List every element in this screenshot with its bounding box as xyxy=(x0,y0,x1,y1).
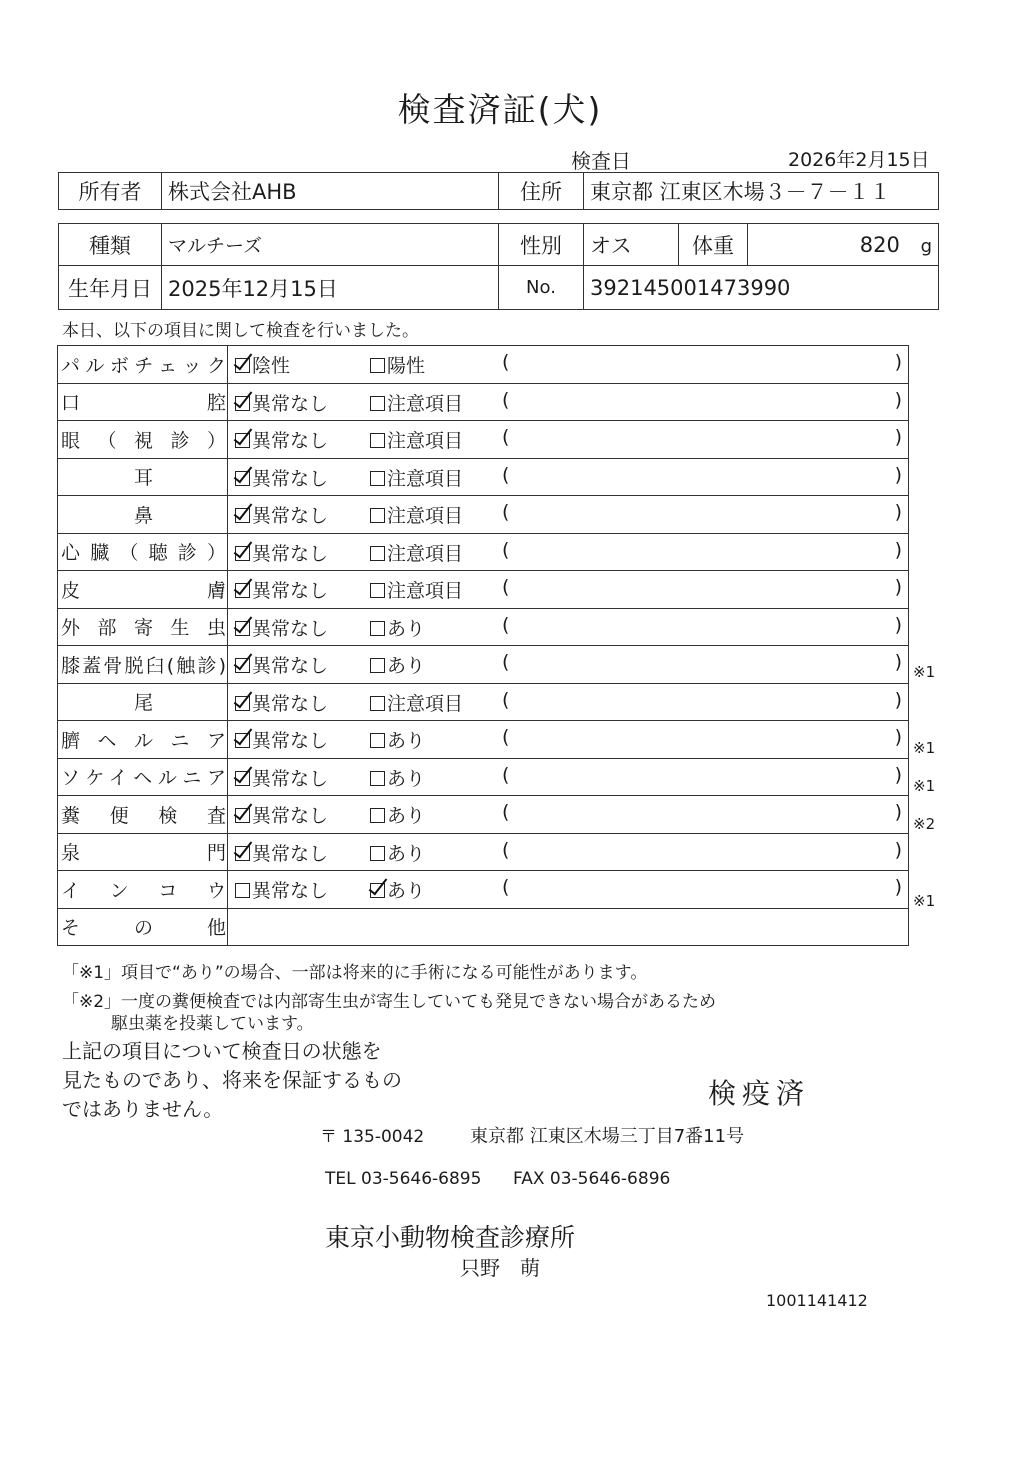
remark-close-paren: ) xyxy=(894,688,902,711)
check-option-label: あり xyxy=(387,880,426,902)
check-result-cell xyxy=(228,496,909,534)
check-result-cell xyxy=(228,758,909,796)
check-option-2 xyxy=(370,764,425,791)
check-option-2 xyxy=(370,389,463,416)
check-result-cell xyxy=(228,571,909,609)
remark-open-paren: ( xyxy=(502,426,510,448)
clinic-address: 東京都 江東区木場三丁目7番11号 xyxy=(470,1126,745,1147)
weight-label: 体重 xyxy=(679,224,748,266)
checkbox-icon[interactable] xyxy=(370,658,385,673)
check-option-1 xyxy=(235,689,328,716)
remark-open-paren: ( xyxy=(502,801,510,823)
check-option-2 xyxy=(370,539,463,566)
check-option-label: 異常なし xyxy=(252,542,329,565)
check-option-label: 異常なし xyxy=(252,655,329,677)
check-item-label: 外部寄生虫 xyxy=(58,608,228,646)
breed-value: マルチーズ xyxy=(162,224,499,266)
remark-open-paren: ( xyxy=(502,726,510,748)
check-option-1 xyxy=(235,389,328,416)
remark-close-paren: ) xyxy=(894,426,902,448)
checkbox-icon[interactable] xyxy=(235,433,250,448)
check-footnote-mark: ※2 xyxy=(913,815,936,834)
check-result-cell xyxy=(228,458,909,496)
check-result-cell xyxy=(228,646,909,684)
check-row xyxy=(58,421,909,459)
check-option-2 xyxy=(370,876,425,903)
footnote-2: 「※2」一度の糞便検査では内部寄生虫が寄生していても発見できない場合があるため xyxy=(62,992,717,1012)
weight-cell xyxy=(748,224,939,266)
disclaimer-line-3: ではありません。 xyxy=(62,1097,224,1121)
clinic-fax: FAX 03-5646-6896 xyxy=(513,1169,671,1189)
check-option-1 xyxy=(235,764,328,791)
check-item-label: ソケイヘルニア xyxy=(58,758,228,796)
checks-table xyxy=(57,345,909,946)
checkbox-icon[interactable] xyxy=(235,696,250,711)
remark-open-paren: ( xyxy=(502,501,510,523)
check-option-2 xyxy=(370,426,463,453)
breed-label: 種類 xyxy=(59,224,162,266)
intro-text: 本日、以下の項目に関して検査を行いました。 xyxy=(62,321,419,341)
checkbox-icon[interactable] xyxy=(370,433,385,448)
check-row xyxy=(58,571,909,609)
check-option-label: あり xyxy=(387,767,426,790)
remark-close-paren: ) xyxy=(894,651,902,673)
check-item-label: 膝蓋骨脱臼(触診) xyxy=(58,646,228,684)
checkbox-icon[interactable] xyxy=(235,771,250,786)
checkbox-icon[interactable] xyxy=(235,658,250,673)
remark-open-paren: ( xyxy=(502,651,510,673)
check-option-label: 異常なし xyxy=(252,692,329,715)
remark-open-paren: ( xyxy=(502,688,510,711)
check-row xyxy=(58,496,909,534)
check-row xyxy=(58,871,909,909)
weight-value: 820 xyxy=(859,232,900,257)
check-option-label: あり xyxy=(387,805,426,827)
check-option-1 xyxy=(235,726,328,753)
doctor-name: 只野 萌 xyxy=(460,1256,540,1280)
check-option-label: あり xyxy=(387,617,426,640)
checkbox-icon[interactable] xyxy=(370,546,385,561)
checkbox-icon[interactable] xyxy=(235,508,250,523)
check-option-label: 異常なし xyxy=(252,392,329,415)
checkbox-icon[interactable] xyxy=(370,808,385,823)
check-row xyxy=(58,721,909,759)
check-option-label: 異常なし xyxy=(252,805,329,827)
birth-value: 2025年12月15日 xyxy=(162,266,499,310)
check-option-1 xyxy=(235,876,328,903)
checkbox-icon[interactable] xyxy=(235,883,250,898)
check-option-label: 異常なし xyxy=(252,730,329,752)
check-row xyxy=(58,683,909,721)
quarantine-stamp: 検疫済 xyxy=(708,1077,811,1110)
remark-close-paren: ) xyxy=(894,538,902,561)
check-row xyxy=(58,533,909,571)
checkbox-icon[interactable] xyxy=(370,396,385,411)
check-option-2 xyxy=(370,839,425,866)
remark-close-paren: ) xyxy=(894,726,902,748)
remark-open-paren: ( xyxy=(502,876,510,898)
sex-value: オス xyxy=(584,224,679,266)
check-option-label: 陰性 xyxy=(252,355,291,377)
other-value xyxy=(228,908,909,946)
check-item-label: 臍ヘルニア xyxy=(58,721,228,759)
check-option-1 xyxy=(235,539,328,566)
check-option-1 xyxy=(235,801,328,828)
check-row xyxy=(58,458,909,496)
check-result-cell xyxy=(228,383,909,421)
check-option-2 xyxy=(370,689,463,716)
checkbox-icon[interactable] xyxy=(235,546,250,561)
disclaimer-line-2: 見たものであり、将来を保証するもの xyxy=(62,1068,402,1092)
check-item-label: 皮膚 xyxy=(58,571,228,609)
check-result-cell xyxy=(228,871,909,909)
remark-close-paren: ) xyxy=(894,501,902,523)
number-value: 392145001473990 xyxy=(584,266,939,310)
check-option-label: 注意項目 xyxy=(387,542,464,565)
birth-label: 生年月日 xyxy=(59,266,162,310)
check-option-label: 異常なし xyxy=(252,580,329,602)
checkbox-icon[interactable] xyxy=(370,358,385,373)
check-row xyxy=(58,346,909,384)
checkbox-icon[interactable] xyxy=(235,733,250,748)
check-option-label: 注意項目 xyxy=(387,692,464,715)
check-row xyxy=(58,796,909,834)
check-footnote-mark: ※1 xyxy=(913,739,936,757)
check-option-2 xyxy=(370,576,463,603)
check-option-2 xyxy=(370,651,425,678)
checkbox-icon[interactable] xyxy=(235,846,250,861)
check-option-2 xyxy=(370,726,425,753)
check-item-label: 糞便検査 xyxy=(58,796,228,834)
checkbox-icon[interactable] xyxy=(235,621,250,636)
check-option-1 xyxy=(235,501,328,528)
number-label: No. xyxy=(499,266,584,310)
check-item-label: 鼻 xyxy=(58,496,228,534)
check-option-label: あり xyxy=(387,842,426,865)
check-option-2 xyxy=(370,351,425,378)
remark-close-paren: ) xyxy=(894,876,902,898)
check-option-label: 陽性 xyxy=(387,355,426,377)
check-option-1 xyxy=(235,576,328,603)
check-result-cell xyxy=(228,683,909,721)
checkbox-icon[interactable] xyxy=(370,733,385,748)
check-footnote-mark: ※1 xyxy=(913,777,936,796)
check-option-label: 異常なし xyxy=(252,430,329,452)
footnote-2-cont: 駆虫薬を投薬しています。 xyxy=(111,1014,314,1034)
checkbox-icon[interactable] xyxy=(235,358,250,373)
remark-open-paren: ( xyxy=(502,613,510,636)
remark-close-paren: ) xyxy=(894,388,902,411)
checkbox-icon[interactable] xyxy=(235,471,250,486)
check-option-label: 異常なし xyxy=(252,767,329,790)
check-footnote-mark: ※1 xyxy=(913,891,936,910)
remark-close-paren: ) xyxy=(894,351,902,373)
check-item-label: 尾 xyxy=(58,683,228,721)
check-option-2 xyxy=(370,614,425,641)
weight-unit: g xyxy=(920,235,932,257)
check-result-cell xyxy=(228,421,909,459)
check-option-1 xyxy=(235,839,328,866)
document-title: 検査済証(犬) xyxy=(397,90,603,129)
sex-label: 性別 xyxy=(499,224,584,266)
exam-date-value: 2026年2月15日 xyxy=(788,149,930,171)
checkbox-icon[interactable] xyxy=(370,471,385,486)
check-item-label: インコウ xyxy=(58,871,228,909)
check-item-label: パルボチェック xyxy=(58,346,228,384)
clinic-tel: TEL 03-5646-6895 xyxy=(325,1169,482,1189)
remark-open-paren: ( xyxy=(502,538,510,561)
checkbox-icon[interactable] xyxy=(370,883,385,898)
remark-close-paren: ) xyxy=(894,801,902,823)
remark-open-paren: ( xyxy=(502,351,510,373)
address-value: 東京都 江東区木場３－７－１１ xyxy=(584,173,939,210)
check-item-label: 耳 xyxy=(58,458,228,496)
checkbox-icon[interactable] xyxy=(370,621,385,636)
address-label: 住所 xyxy=(499,173,584,210)
checkbox-icon[interactable] xyxy=(370,583,385,598)
postal-code: 〒 135-0042 xyxy=(320,1127,425,1147)
remark-close-paren: ) xyxy=(894,463,902,486)
other-label: その他 xyxy=(58,908,228,946)
remark-open-paren: ( xyxy=(502,838,510,861)
remark-close-paren: ) xyxy=(894,838,902,861)
check-option-1 xyxy=(235,426,328,453)
check-row xyxy=(58,646,909,684)
remark-open-paren: ( xyxy=(502,763,510,786)
check-row-other xyxy=(58,908,909,946)
remark-open-paren: ( xyxy=(502,388,510,411)
check-option-label: 異常なし xyxy=(252,467,329,490)
check-option-label: 注意項目 xyxy=(387,467,464,490)
remark-close-paren: ) xyxy=(894,763,902,786)
clinic-name: 東京小動物検査診療所 xyxy=(325,1223,576,1252)
check-option-label: 注意項目 xyxy=(387,580,464,602)
owner-value: 株式会社AHB xyxy=(162,173,499,210)
checkbox-icon[interactable] xyxy=(235,808,250,823)
checkbox-icon[interactable] xyxy=(370,696,385,711)
check-option-label: 注意項目 xyxy=(387,392,464,415)
check-option-label: 注意項目 xyxy=(387,505,464,527)
check-result-cell xyxy=(228,796,909,834)
check-row xyxy=(58,608,909,646)
check-item-label: 泉門 xyxy=(58,833,228,871)
exam-date-label: 検査日 xyxy=(571,149,631,173)
pet-table xyxy=(58,223,939,310)
check-result-cell xyxy=(228,533,909,571)
check-option-2 xyxy=(370,801,425,828)
check-option-1 xyxy=(235,614,328,641)
check-item-label: 口腔 xyxy=(58,383,228,421)
check-result-cell xyxy=(228,346,909,384)
check-option-2 xyxy=(370,501,463,528)
check-item-label: 心臓（聴診） xyxy=(58,533,228,571)
check-option-1 xyxy=(235,351,290,378)
check-option-label: 異常なし xyxy=(252,880,329,902)
footnote-1: 「※1」項目で“あり”の場合、一部は将来的に手術になる可能性があります。 xyxy=(62,963,648,983)
checkbox-icon[interactable] xyxy=(370,846,385,861)
check-option-2 xyxy=(370,464,463,491)
check-result-cell xyxy=(228,608,909,646)
check-option-1 xyxy=(235,651,328,678)
check-footnote-mark: ※1 xyxy=(913,662,936,681)
disclaimer xyxy=(62,1037,442,1124)
check-option-label: あり xyxy=(387,655,426,677)
check-option-label: 異常なし xyxy=(252,617,329,640)
check-option-label: あり xyxy=(387,730,426,752)
remark-close-paren: ) xyxy=(894,576,902,598)
check-row xyxy=(58,758,909,796)
checkbox-icon[interactable] xyxy=(370,771,385,786)
check-item-label: 眼（視診） xyxy=(58,421,228,459)
check-option-label: 異常なし xyxy=(252,842,329,865)
check-option-label: 注意項目 xyxy=(387,430,464,452)
check-option-label: 異常なし xyxy=(252,505,329,527)
owner-table xyxy=(58,172,939,210)
check-result-cell xyxy=(228,721,909,759)
remark-open-paren: ( xyxy=(502,576,510,598)
remark-open-paren: ( xyxy=(502,463,510,486)
check-row xyxy=(58,833,909,871)
document-id: 1001141412 xyxy=(766,1291,868,1310)
check-row xyxy=(58,383,909,421)
disclaimer-line-1: 上記の項目について検査日の状態を xyxy=(62,1039,382,1063)
check-option-1 xyxy=(235,464,328,491)
check-result-cell xyxy=(228,833,909,871)
checkbox-icon[interactable] xyxy=(235,396,250,411)
checkbox-icon[interactable] xyxy=(235,583,250,598)
remark-close-paren: ) xyxy=(894,613,902,636)
owner-label: 所有者 xyxy=(59,173,162,210)
checkbox-icon[interactable] xyxy=(370,508,385,523)
